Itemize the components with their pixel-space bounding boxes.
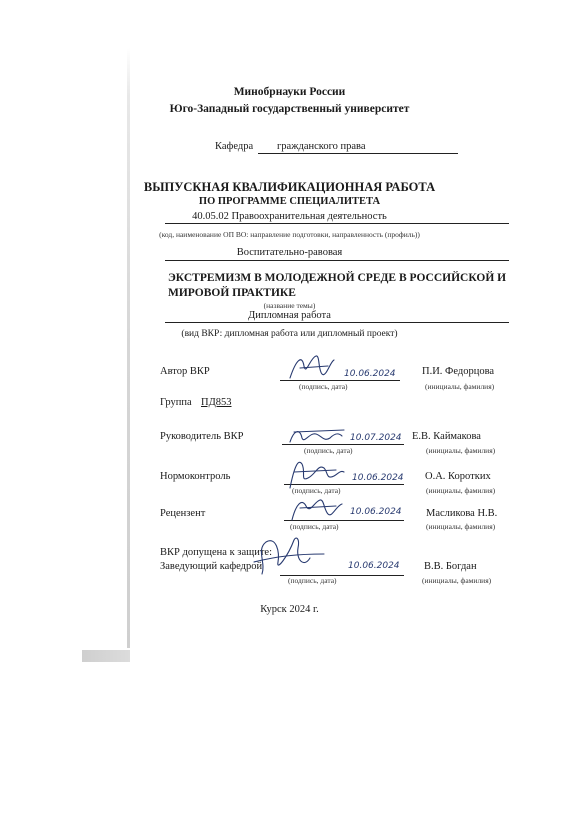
document-title: ВЫПУСКНАЯ КВАЛИФИКАЦИОННАЯ РАБОТА: [143, 180, 436, 194]
topic-caption: (название темы): [263, 301, 316, 310]
specialty-caption: (код, наименование ОП ВО: направление подготовки, направленность (профиль)): [159, 230, 420, 239]
head-of-department-name: В.В. Богдан: [424, 561, 477, 572]
supervisor-sign-caption: (подпись, дата): [304, 446, 353, 455]
reviewer-label: Рецензент: [160, 508, 206, 519]
specialty-code: 40.05.02 Правоохранительная деятельность: [192, 211, 387, 222]
city-year: Курск 2024 г.: [260, 604, 319, 615]
author-signature: [282, 352, 402, 386]
normcontrol-name: О.А. Коротких: [425, 471, 491, 482]
group-value: ПД853: [201, 397, 232, 408]
department-name: гражданского права: [277, 141, 366, 152]
head-of-department-name-caption: (инициалы, фамилия): [422, 576, 492, 585]
work-type: Дипломная работа: [248, 310, 331, 321]
svg-text:10.06.2024: 10.06.2024: [348, 561, 400, 571]
group-label: Группа: [160, 397, 192, 408]
thesis-topic-line2: МИРОВОЙ ПРАКТИКЕ: [168, 287, 296, 299]
document-subtitle: ПО ПРОГРАММЕ СПЕЦИАЛИТЕТА: [198, 196, 381, 207]
work-type-caption: (вид ВКР: дипломная работа или дипломный проект): [181, 329, 398, 339]
svg-text:10.06.2024: 10.06.2024: [344, 369, 396, 379]
admission-sign-caption: (подпись, дата): [288, 576, 337, 585]
department-underline: [258, 153, 458, 154]
department-label: Кафедра: [215, 141, 254, 152]
scan-shadow-edge: [127, 48, 130, 648]
profile-name: Воспитательно-равовая: [236, 247, 343, 258]
svg-text:10.06.2024: 10.06.2024: [350, 507, 402, 517]
supervisor-name: Е.В. Каймакова: [412, 431, 481, 442]
normcontrol-sign-caption: (подпись, дата): [292, 486, 341, 495]
reviewer-sign-caption: (подпись, дата): [290, 522, 339, 531]
supervisor-name-caption: (инициалы, фамилия): [426, 446, 496, 455]
head-of-department-label: Заведующий кафедрой: [160, 561, 263, 572]
university-name: Юго-Западный государственный университет: [169, 103, 410, 115]
admission-label: ВКР допущена к защите:: [160, 547, 272, 558]
normcontrol-name-caption: (инициалы, фамилия): [426, 486, 496, 495]
reviewer-name: Масликова Н.В.: [426, 508, 498, 519]
normcontrol-label: Нормоконтроль: [160, 471, 231, 482]
author-name-caption: (инициалы, фамилия): [425, 382, 495, 391]
ministry-name: Минобрнауки России: [233, 86, 346, 98]
profile-underline: [165, 260, 509, 261]
head-of-department-signature: [248, 532, 408, 582]
author-name: П.И. Федорцова: [422, 366, 495, 377]
supervisor-label: Руководитель ВКР: [160, 431, 244, 442]
reviewer-name-caption: (инициалы, фамилия): [426, 522, 496, 531]
work-type-underline: [165, 322, 509, 323]
author-label: Автор ВКР: [160, 366, 210, 377]
svg-text:10.06.2024: 10.06.2024: [352, 473, 404, 483]
specialty-underline: [165, 223, 509, 224]
author-sign-caption: (подпись, дата): [299, 382, 348, 391]
scan-shadow-bottom: [82, 650, 130, 662]
thesis-topic-line1: ЭКСТРЕМИЗМ В МОЛОДЕЖНОЙ СРЕДЕ В РОССИЙСКОЙ И: [168, 272, 507, 284]
svg-text:10.07.2024: 10.07.2024: [350, 433, 402, 443]
